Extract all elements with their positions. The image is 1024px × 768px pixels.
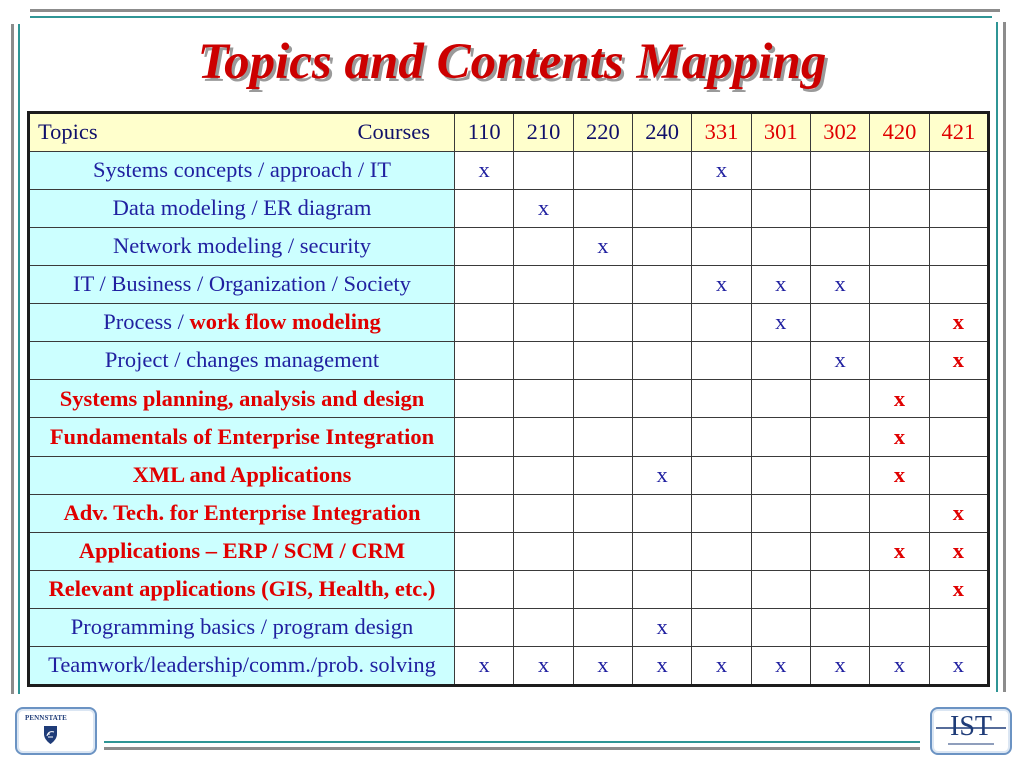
- mark-cell-210: [514, 304, 573, 342]
- mark-cell-220: x: [573, 646, 632, 685]
- mark-cell-302: x: [810, 646, 869, 685]
- topic-label: Process /: [103, 309, 190, 335]
- mark-cell-240: x: [632, 646, 691, 685]
- mark-cell-210: [514, 266, 573, 304]
- mark-cell-302: [810, 304, 869, 342]
- mark-cell-331: [692, 380, 751, 418]
- mark-cell-240: [632, 266, 691, 304]
- topic-label: Network modeling / security: [112, 233, 372, 259]
- mark-cell-240: [632, 228, 691, 266]
- mark-cell-420: x: [870, 646, 929, 685]
- mark-cell-420: [870, 152, 929, 190]
- mark-cell-110: [455, 608, 514, 646]
- mark-cell-420: [870, 190, 929, 228]
- topics-courses-header-cell: [29, 113, 455, 152]
- mark-cell-240: [632, 304, 691, 342]
- mark-cell-421: x: [929, 532, 988, 570]
- topic-cell: [29, 228, 455, 266]
- mark-cell-220: [573, 190, 632, 228]
- penn-state-logo: [15, 707, 97, 755]
- table-header-row: [29, 113, 989, 152]
- topic-cell: [29, 342, 455, 380]
- courses-header-label: Courses: [357, 119, 430, 145]
- topic-cell: [29, 152, 455, 190]
- mark-cell-331: x: [692, 266, 751, 304]
- mark-cell-421: [929, 266, 988, 304]
- topic-label: Applications – ERP / SCM / CRM: [78, 537, 406, 563]
- header-labels: [30, 120, 454, 145]
- mark-cell-302: [810, 228, 869, 266]
- mark-cell-220: x: [573, 228, 632, 266]
- mark-cell-331: [692, 494, 751, 532]
- mark-cell-302: [810, 494, 869, 532]
- mark-cell-210: x: [514, 646, 573, 685]
- topic-label: Relevant applications (GIS, Health, etc.): [48, 575, 436, 601]
- frame-line-left-outer: [11, 24, 14, 694]
- mark-cell-331: [692, 304, 751, 342]
- mark-cell-240: [632, 418, 691, 456]
- mark-cell-331: x: [692, 152, 751, 190]
- mark-cell-220: [573, 380, 632, 418]
- mark-cell-220: [573, 266, 632, 304]
- table-row: [29, 380, 989, 418]
- frame-line-right-outer: [1003, 22, 1006, 692]
- topic-cell: [29, 266, 455, 304]
- mark-cell-240: [632, 494, 691, 532]
- mark-cell-331: [692, 456, 751, 494]
- table-row: [29, 646, 989, 685]
- mark-cell-110: [455, 570, 514, 608]
- mark-cell-301: [751, 380, 810, 418]
- table-row: [29, 266, 989, 304]
- table-row: [29, 418, 989, 456]
- mark-cell-301: [751, 532, 810, 570]
- mark-cell-302: [810, 608, 869, 646]
- mark-cell-210: [514, 494, 573, 532]
- mark-cell-220: [573, 418, 632, 456]
- mark-cell-110: [455, 304, 514, 342]
- mark-cell-421: [929, 228, 988, 266]
- topic-label: Programming basics / program design: [70, 613, 414, 639]
- ist-logo: [930, 707, 1012, 755]
- mark-cell-110: [455, 456, 514, 494]
- mark-cell-301: [751, 152, 810, 190]
- shield-shape: [44, 726, 57, 744]
- mark-cell-210: [514, 570, 573, 608]
- mark-cell-421: x: [929, 342, 988, 380]
- mark-cell-331: [692, 608, 751, 646]
- mark-cell-301: [751, 494, 810, 532]
- table-row: [29, 190, 989, 228]
- mark-cell-302: [810, 532, 869, 570]
- mark-cell-110: x: [455, 152, 514, 190]
- mark-cell-110: [455, 266, 514, 304]
- mark-cell-220: [573, 608, 632, 646]
- topic-label: Systems planning, analysis and design: [59, 385, 425, 411]
- mark-cell-110: [455, 190, 514, 228]
- course-header-110: 110: [455, 113, 514, 152]
- mark-cell-210: [514, 228, 573, 266]
- frame-line-bottom-outer: [104, 747, 920, 750]
- topic-cell: [29, 456, 455, 494]
- mark-cell-331: x: [692, 646, 751, 685]
- table-row: [29, 456, 989, 494]
- mark-cell-302: x: [810, 342, 869, 380]
- mark-cell-421: x: [929, 304, 988, 342]
- penn-state-shield-icon: [43, 725, 58, 745]
- mark-cell-210: [514, 456, 573, 494]
- mark-cell-220: [573, 494, 632, 532]
- course-header-302: 302: [810, 113, 869, 152]
- table-body: [29, 152, 989, 686]
- topic-cell: [29, 190, 455, 228]
- topics-header-label: Topics: [38, 119, 98, 145]
- mark-cell-421: [929, 608, 988, 646]
- topic-cell: [29, 304, 455, 342]
- mark-cell-301: [751, 418, 810, 456]
- mark-cell-240: [632, 190, 691, 228]
- mark-cell-301: [751, 190, 810, 228]
- topic-label: Project / changes management: [104, 347, 380, 373]
- topic-cell: [29, 532, 455, 570]
- mark-cell-240: [632, 380, 691, 418]
- mark-cell-220: [573, 570, 632, 608]
- mark-cell-302: x: [810, 266, 869, 304]
- mark-cell-420: [870, 266, 929, 304]
- mark-cell-331: [692, 532, 751, 570]
- mark-cell-302: [810, 152, 869, 190]
- mark-cell-421: [929, 418, 988, 456]
- mark-cell-331: [692, 570, 751, 608]
- slide-title: Topics and Contents Mapping: [197, 34, 827, 90]
- course-header-301: 301: [751, 113, 810, 152]
- mark-cell-301: x: [751, 266, 810, 304]
- mark-cell-421: x: [929, 646, 988, 685]
- topic-label: IT / Business / Organization / Society: [73, 271, 411, 297]
- mark-cell-110: [455, 532, 514, 570]
- mark-cell-210: [514, 152, 573, 190]
- mark-cell-110: [455, 494, 514, 532]
- mark-cell-302: [810, 190, 869, 228]
- topic-cell: [29, 646, 455, 685]
- topic-cell: [29, 570, 455, 608]
- table-row: [29, 152, 989, 190]
- mark-cell-420: [870, 342, 929, 380]
- mark-cell-210: [514, 380, 573, 418]
- mark-cell-301: [751, 342, 810, 380]
- mark-cell-220: [573, 342, 632, 380]
- mark-cell-210: [514, 342, 573, 380]
- mark-cell-420: [870, 228, 929, 266]
- mark-cell-220: [573, 456, 632, 494]
- topics-courses-table: [27, 111, 990, 687]
- mark-cell-240: [632, 152, 691, 190]
- mark-cell-421: x: [929, 494, 988, 532]
- mark-cell-302: [810, 456, 869, 494]
- topic-label: Data modeling / ER diagram: [112, 195, 372, 221]
- mark-cell-240: [632, 532, 691, 570]
- mark-cell-110: [455, 228, 514, 266]
- mark-cell-421: [929, 380, 988, 418]
- mark-cell-420: [870, 570, 929, 608]
- topic-label: Adv. Tech. for Enterprise Integration: [63, 499, 421, 525]
- topic-label: Teamwork/leadership/comm./prob. solving: [48, 652, 436, 678]
- table-row: [29, 304, 989, 342]
- table-row: [29, 342, 989, 380]
- mark-cell-240: [632, 570, 691, 608]
- frame-line-top-outer: [30, 9, 1000, 12]
- mark-cell-331: [692, 418, 751, 456]
- topic-cell: [29, 380, 455, 418]
- table-row: [29, 608, 989, 646]
- mark-cell-421: [929, 190, 988, 228]
- mark-cell-421: x: [929, 570, 988, 608]
- course-header-420: 420: [870, 113, 929, 152]
- mark-cell-110: [455, 342, 514, 380]
- topic-label: XML and Applications: [132, 461, 352, 487]
- mark-cell-302: [810, 570, 869, 608]
- mark-cell-240: x: [632, 608, 691, 646]
- mark-cell-210: x: [514, 190, 573, 228]
- mark-cell-110: [455, 418, 514, 456]
- mark-cell-421: [929, 152, 988, 190]
- mark-cell-240: x: [632, 456, 691, 494]
- mark-cell-301: [751, 228, 810, 266]
- ist-logo-icon: [934, 711, 1008, 751]
- mark-cell-420: x: [870, 532, 929, 570]
- topic-label: Systems concepts / approach / IT: [92, 157, 392, 183]
- frame-line-top-inner: [30, 16, 992, 18]
- mark-cell-420: [870, 608, 929, 646]
- frame-line-right-inner: [996, 22, 998, 692]
- topic-cell: [29, 494, 455, 532]
- mark-cell-110: x: [455, 646, 514, 685]
- mark-cell-302: [810, 418, 869, 456]
- mark-cell-420: [870, 494, 929, 532]
- mark-cell-420: x: [870, 456, 929, 494]
- penn-state-wordmark: PENNSTATE: [25, 714, 67, 722]
- mark-cell-210: [514, 418, 573, 456]
- mark-cell-301: [751, 570, 810, 608]
- mark-cell-301: x: [751, 304, 810, 342]
- table-row: [29, 494, 989, 532]
- mark-cell-301: [751, 608, 810, 646]
- table-row: [29, 532, 989, 570]
- ist-wordmark: IST: [950, 711, 992, 742]
- topic-cell: [29, 608, 455, 646]
- topic-cell: [29, 418, 455, 456]
- course-header-421: 421: [929, 113, 988, 152]
- mark-cell-331: [692, 190, 751, 228]
- mark-cell-302: [810, 380, 869, 418]
- mark-cell-301: x: [751, 646, 810, 685]
- mark-cell-210: [514, 532, 573, 570]
- course-header-210: 210: [514, 113, 573, 152]
- table-row: [29, 228, 989, 266]
- mark-cell-331: [692, 342, 751, 380]
- mark-cell-220: [573, 152, 632, 190]
- mark-cell-420: x: [870, 418, 929, 456]
- course-header-331: 331: [692, 113, 751, 152]
- mark-cell-421: [929, 456, 988, 494]
- mark-cell-240: [632, 342, 691, 380]
- topic-label: work flow modeling: [189, 309, 381, 335]
- mark-cell-420: [870, 304, 929, 342]
- mark-cell-220: [573, 532, 632, 570]
- course-header-220: 220: [573, 113, 632, 152]
- mark-cell-220: [573, 304, 632, 342]
- mark-cell-110: [455, 380, 514, 418]
- frame-line-bottom-inner: [104, 741, 920, 743]
- table-header: [29, 113, 989, 152]
- mark-cell-301: [751, 456, 810, 494]
- mark-cell-331: [692, 228, 751, 266]
- mark-cell-420: x: [870, 380, 929, 418]
- course-header-240: 240: [632, 113, 691, 152]
- topic-label: Fundamentals of Enterprise Integration: [49, 423, 435, 449]
- frame-line-left-inner: [18, 24, 20, 694]
- mark-cell-210: [514, 608, 573, 646]
- table-row: [29, 570, 989, 608]
